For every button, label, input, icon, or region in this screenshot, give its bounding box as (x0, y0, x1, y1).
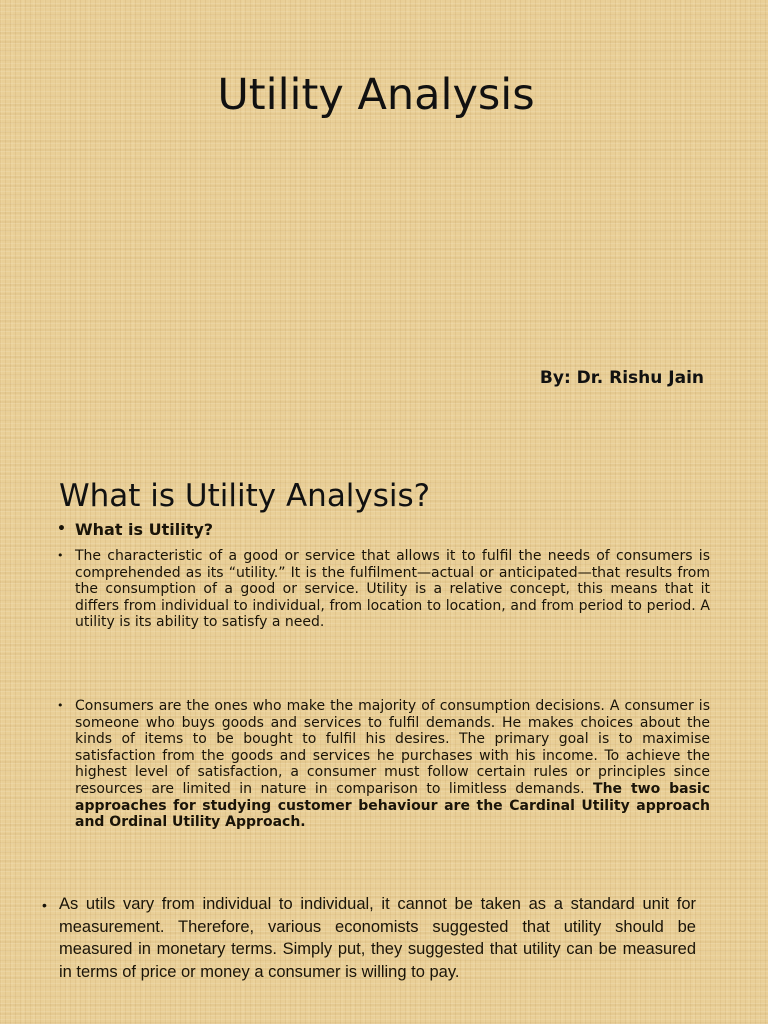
bullet-icon: • (57, 699, 64, 712)
list-item (56, 698, 710, 831)
definition-list (56, 548, 710, 631)
list-item (56, 548, 710, 631)
consumer-list (56, 698, 710, 831)
slide-heading: What is Utility Analysis? (59, 478, 431, 514)
title-slide (0, 0, 768, 452)
bullet-icon: • (57, 521, 66, 537)
sub-heading-list (56, 520, 710, 539)
main-title: Utility Analysis (217, 70, 535, 120)
list-item (56, 520, 710, 539)
bullet-icon: • (42, 897, 47, 913)
paragraph-bold-text: The two basic approaches for studying customer behaviour are the Cardinal Utility approach and Ordinal Utility Approach. (75, 780, 711, 831)
author-credit: By: Dr. Rishu Jain (539, 368, 704, 388)
bullet-icon: • (57, 549, 64, 562)
paragraph-text: As utils vary from individual to individual, it cannot be taken as a standard unit for measurement. Therefore, various economists suggested that utility should be measured in monetary terms. Simply put, they suggested that utility can be measured in terms of price or money a consumer is willing to pay. (59, 895, 696, 981)
list-item (42, 893, 696, 983)
paragraph-text: Consumers are the ones who make the majority of consumption decisions. A consumer is someone who buys goods and services to fulfil demands. He makes choices about the kinds of items to be bought to fulfil his desires. The primary goal is to maximise satisfaction from the goods and services he purchases with his income. To achieve the highest level of satisfaction, a consumer must follow certain rules or principles since resources are limited in nature in comparison to limitless demands. (75, 698, 710, 797)
sub-heading: What is Utility? (75, 520, 214, 539)
paragraph-text: The characteristic of a good or service that allows it to fulfil the needs of consumers is comprehended as its “utility.” It is the fulfilment—actual or anticipated—that results from the consumption of a good or service. Utility is a relative concept, this means that it differs from individual to individual, from location to location, and from period to period. A utility is its ability to satisfy a need. (75, 548, 710, 631)
measurement-list (42, 893, 696, 983)
